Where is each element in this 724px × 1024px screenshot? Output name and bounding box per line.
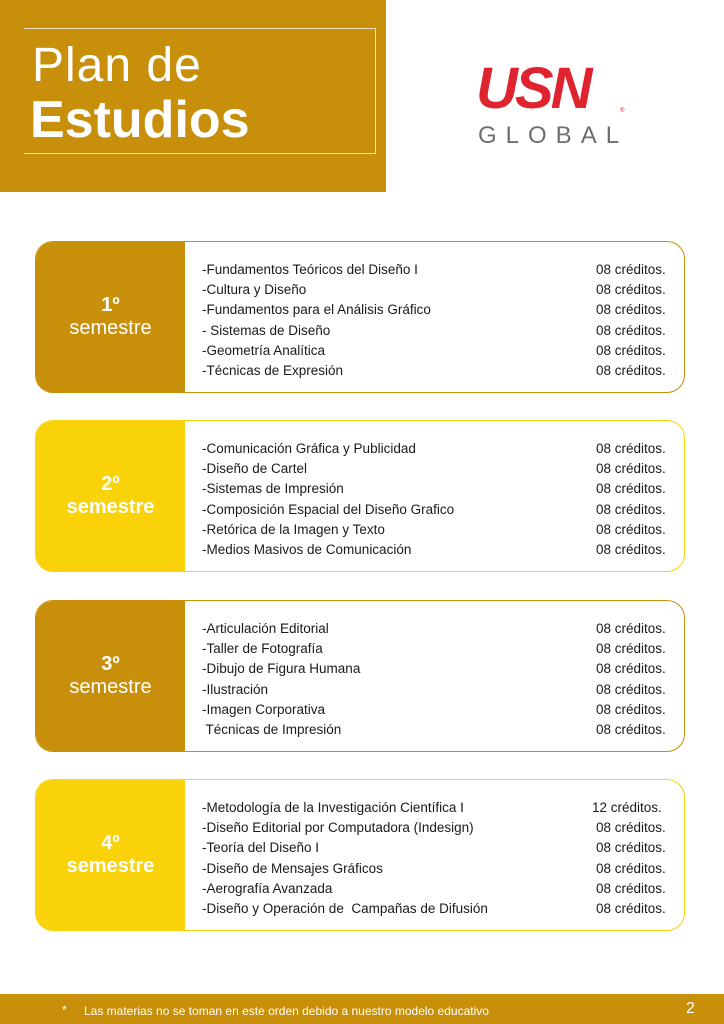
semester-label-2 xyxy=(36,421,185,571)
semester-word: semestre xyxy=(69,676,152,698)
course-credits: 08 créditos. xyxy=(596,840,666,856)
course-row xyxy=(202,280,674,300)
course-row xyxy=(202,361,674,381)
header-block xyxy=(0,0,386,192)
course-row xyxy=(202,680,674,700)
course-credits: 08 créditos. xyxy=(596,820,666,836)
course-row xyxy=(202,859,674,879)
course-credits: 08 créditos. xyxy=(596,721,666,737)
course-row xyxy=(202,818,674,838)
course-credits: 08 créditos. xyxy=(596,880,666,896)
page-title-line1: Plan de xyxy=(32,39,202,92)
logo-registered-mark: ® xyxy=(620,108,625,114)
course-name: -Diseño Editorial por Computadora (Indesign) xyxy=(202,820,474,836)
semester-word: semestre xyxy=(66,496,155,518)
course-name: -Fundamentos para el Análisis Gráfico xyxy=(202,302,431,318)
course-credits: 08 créditos. xyxy=(596,860,666,876)
semester-word: semestre xyxy=(69,317,152,339)
footer-bar xyxy=(0,994,724,1024)
course-name: -Ilustración xyxy=(202,681,269,697)
logo-sub-text: GLOBAL xyxy=(478,122,629,149)
course-name: -Dibujo de Figura Humana xyxy=(202,661,361,677)
course-name: -Composición Espacial del Diseño Grafico xyxy=(202,501,455,517)
semester-card-1 xyxy=(35,241,685,393)
course-row xyxy=(202,300,674,320)
course-row xyxy=(202,639,674,659)
semester-label-4 xyxy=(36,780,185,930)
semester-label-3 xyxy=(36,601,185,751)
course-credits: 08 créditos. xyxy=(596,461,666,477)
course-name: -Medios Masivos de Comunicación xyxy=(202,541,412,557)
course-credits: 08 créditos. xyxy=(596,282,666,298)
course-credits: 08 créditos. xyxy=(596,501,666,517)
course-list xyxy=(202,619,674,740)
page-title-line2: Estudios xyxy=(30,91,250,149)
course-credits: 08 créditos. xyxy=(596,521,666,537)
footnote-text: Las materias no se toman en este orden debido a nuestro modelo educativo xyxy=(84,1004,489,1018)
course-row xyxy=(202,899,674,919)
semester-word: semestre xyxy=(66,855,155,877)
course-credits: 12 créditos. xyxy=(592,800,662,815)
semester-card-3 xyxy=(35,600,685,752)
course-credits: 08 créditos. xyxy=(596,541,666,557)
course-credits: 08 créditos. xyxy=(596,262,666,277)
course-row xyxy=(202,260,674,280)
course-name: -Diseño de Mensajes Gráficos xyxy=(202,860,383,876)
course-name: -Metodología de la Investigación Científica I xyxy=(202,800,464,815)
logo-main-text: USN xyxy=(476,56,590,121)
course-row xyxy=(202,321,674,341)
semester-card-2 xyxy=(35,420,685,572)
course-row xyxy=(202,439,674,459)
course-name: Técnicas de Impresión xyxy=(202,721,342,737)
semester-number: 1º xyxy=(101,294,120,316)
course-list xyxy=(202,439,674,560)
course-list xyxy=(202,798,674,919)
course-name: -Teoría del Diseño I xyxy=(202,840,320,856)
semester-number: 3º xyxy=(101,653,120,675)
course-list xyxy=(202,260,674,381)
course-credits: 08 créditos. xyxy=(596,641,666,657)
course-name: -Fundamentos Teóricos del Diseño I xyxy=(202,262,418,277)
course-name: -Geometría Analítica xyxy=(202,342,326,358)
usn-global-logo xyxy=(476,56,629,152)
semester-number: 4º xyxy=(101,832,120,854)
course-row xyxy=(202,540,674,560)
course-row xyxy=(202,879,674,899)
course-credits: 08 créditos. xyxy=(596,362,666,378)
page-number: 2 xyxy=(686,1000,695,1017)
course-name: -Sistemas de Impresión xyxy=(202,481,344,497)
course-name: -Cultura y Diseño xyxy=(202,282,307,298)
course-row xyxy=(202,341,674,361)
semester-number: 2º xyxy=(101,473,120,495)
course-row xyxy=(202,798,674,818)
course-credits: 08 créditos. xyxy=(596,681,666,697)
course-row xyxy=(202,838,674,858)
course-name: -Taller de Fotografía xyxy=(202,641,323,657)
course-credits: 08 créditos. xyxy=(596,342,666,358)
course-name: -Diseño de Cartel xyxy=(202,461,308,477)
course-row xyxy=(202,659,674,679)
course-credits: 08 créditos. xyxy=(596,701,666,717)
semester-card-4 xyxy=(35,779,685,931)
course-credits: 08 créditos. xyxy=(596,302,666,318)
course-name: -Imagen Corporativa xyxy=(202,701,326,717)
course-credits: 08 créditos. xyxy=(596,621,666,636)
semester-label-1 xyxy=(36,242,185,392)
course-row xyxy=(202,479,674,499)
course-row xyxy=(202,500,674,520)
course-row xyxy=(202,619,674,639)
course-name: -Articulación Editorial xyxy=(202,621,329,636)
course-credits: 08 créditos. xyxy=(596,661,666,677)
course-name: - Sistemas de Diseño xyxy=(202,322,331,338)
course-credits: 08 créditos. xyxy=(596,481,666,497)
course-credits: 08 créditos. xyxy=(596,441,666,456)
course-credits: 08 créditos. xyxy=(596,322,666,338)
course-row xyxy=(202,520,674,540)
course-credits: 08 créditos. xyxy=(596,900,666,916)
course-row xyxy=(202,700,674,720)
course-name: -Técnicas de Expresión xyxy=(202,362,344,378)
course-row xyxy=(202,720,674,740)
course-name: -Aerografía Avanzada xyxy=(202,880,333,896)
course-name: -Diseño y Operación de Campañas de Difusión xyxy=(202,900,488,916)
footnote-star: * xyxy=(62,1003,67,1017)
course-name: -Comunicación Gráfica y Publicidad xyxy=(202,441,416,456)
course-name: -Retórica de la Imagen y Texto xyxy=(202,521,385,537)
course-row xyxy=(202,459,674,479)
